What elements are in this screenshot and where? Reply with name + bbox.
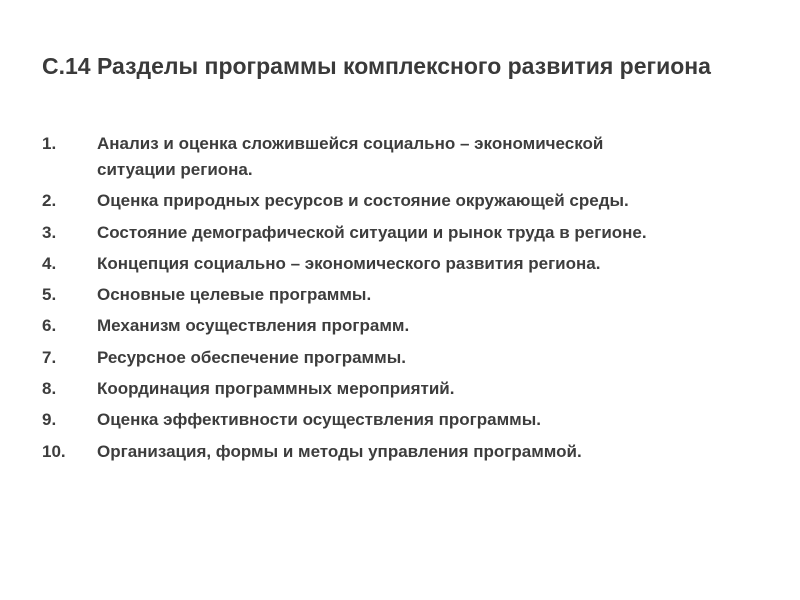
item-number: 3. [42,222,57,242]
item-number: 2. [42,191,57,211]
item-text-line: Анализ и оценка сложившейся социально – экономической [97,134,604,153]
sections-list [42,131,762,470]
item-text: Ресурсное обеспечение программы. [97,347,406,367]
list-item [42,313,762,339]
list-item [42,282,762,308]
list-item [42,407,762,433]
item-text-line: ситуации региона. [97,160,253,179]
list-item [42,251,762,277]
item-number: 9. [42,410,57,430]
item-text: Механизм осуществления программ. [97,316,410,336]
item-text: Организация, формы и методы управления программой. [97,441,582,461]
item-number: 5. [42,285,57,305]
list-item [42,188,762,214]
item-text: Оценка эффективности осуществления программы. [97,410,541,430]
item-text: Оценка природных ресурсов и состояние окружающей среды. [97,191,629,211]
item-number: 7. [42,347,57,367]
item-number: 1. [42,134,57,153]
item-number: 6. [42,316,57,336]
item-number: 8. [42,379,57,399]
item-text: Концепция социально – экономического развития региона. [97,253,601,273]
item-text: Состояние демографической ситуации и рынок труда в регионе. [97,222,647,242]
page-title: С.14 Разделы программы комплексного развития региона [42,53,711,79]
item-number: 4. [42,253,57,273]
list-item [42,131,762,183]
item-text: Координация программных мероприятий. [97,379,455,399]
list-item [42,439,762,465]
list-item [42,376,762,402]
list-item [42,345,762,371]
item-text: Основные целевые программы. [97,285,372,305]
list-item [42,220,762,246]
item-text [97,131,762,183]
item-number: 10. [42,441,66,461]
